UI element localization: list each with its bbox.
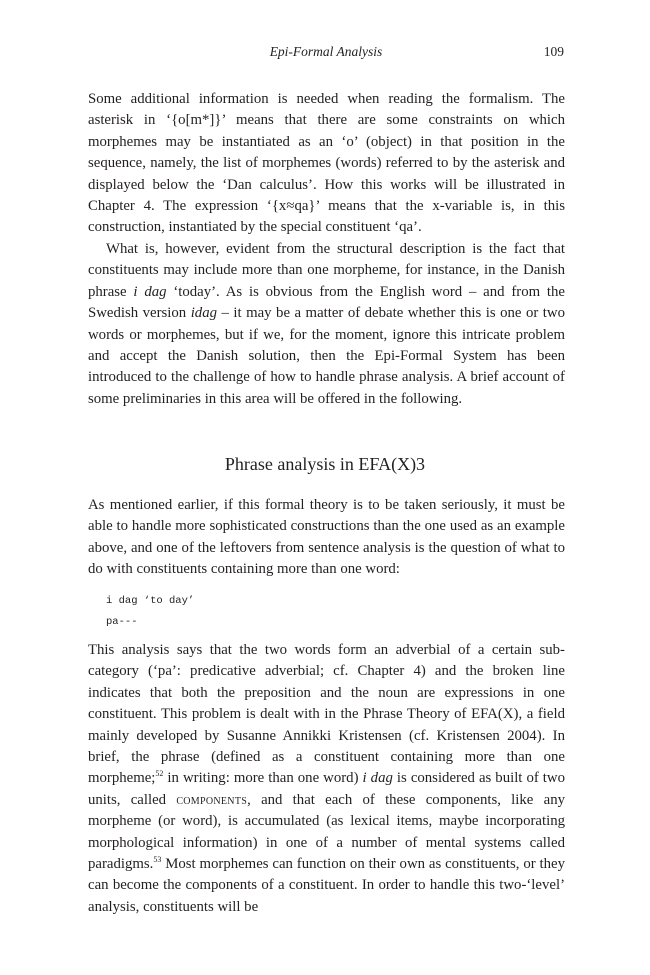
paragraph-4-part-5: Most morphemes can function on their own as constituents, or they can become the components of a constituent. In order to handle this two-‘level’ analysis, constituents will be [88,856,565,915]
paragraph-2-italic-1: i dag [133,283,167,300]
footnote-ref-52: 52 [155,769,164,779]
paragraph-1-text: Some additional information is needed when reading the formalism. The asterisk in ‘{o[m*]}’ means that there are some constraints on which morphemes may be instantiated as an ‘o’ (object) in that position in the sequence, namely, the list of morphemes (words) referred to by the asterisk and displayed below the ‘Dan calculus’. How this works will be illustrated in Chapter 4. The expression ‘{x≈qa}’ means that the x-variable is, in this construction, instantiated by the special constituent ‘qa’. [88,91,565,236]
paragraph-3-text: As mentioned earlier, if this formal theory is to be taken seriously, it must be able to handle more sophisticated constructions than the one used as an example above, and one of the leftovers from sentence analysis is the question of what to do with constituents containing more than one word: [88,497,565,578]
paragraph-2-italic-2: idag [190,305,217,322]
paragraph-4-part-3: is considered as built of two units, called [88,770,566,808]
paragraph-4-part-1: This analysis says that the two words form an adverbial of a certain sub-category (‘pa’: predicative adverbial; cf. Chapter 4) and the broken line indicates that both the preposition and the noun are expressions in one constituent. This problem is dealt with in the Phrase Theory of EFA(X), a field mainly developed by Susanne Annikki Kristensen (cf. Kristensen 2004). In brief, the phrase (defined as a constituent containing more than one morpheme; [88,642,565,787]
page-number: 109 [543,44,564,59]
paragraph-2 [88,239,565,410]
paragraph-1 [88,89,565,239]
example-line-2: pa--- [106,616,138,628]
paragraph-4 [88,640,565,918]
paragraph-2-part-3: – it may be a matter of debate whether this is one or two words or morphemes, but if we, for the moment, ignore this intricate problem and accept the Danish solution, then the Epi-Formal System has been introduced to the challenge of how to handle phrase analysis. A brief account of some preliminaries in this area will be offered in the following. [88,305,565,407]
paragraph-2-part-2: ‘today’. As is obvious from the English word – and from the Swedish version [88,283,565,322]
paragraph-4-small-caps: components [176,791,248,808]
footnote-ref-53: 53 [153,855,162,865]
running-title: Epi-Formal Analysis [269,44,383,59]
example-line-1: i dag ‘to day’ [106,595,195,607]
paragraph-3 [88,495,565,581]
section-heading: Phrase analysis in EFA(X)3 [224,454,426,474]
paragraph-4-part-2: in writing: more than one word) [163,770,363,787]
paragraph-4-part-4: , and that each of these components, like any morpheme (or word), is accumulated (as lexical items, maybe incorporating morphological information) in one of a number of mental systems called paradigms. [88,791,565,873]
running-header [88,44,564,64]
paragraph-4-italic-1: i dag [362,770,393,787]
paragraph-2-part-1: What is, however, evident from the structural description is the fact that constituents may include more than one morpheme, for instance, in the Danish phrase [88,241,565,300]
